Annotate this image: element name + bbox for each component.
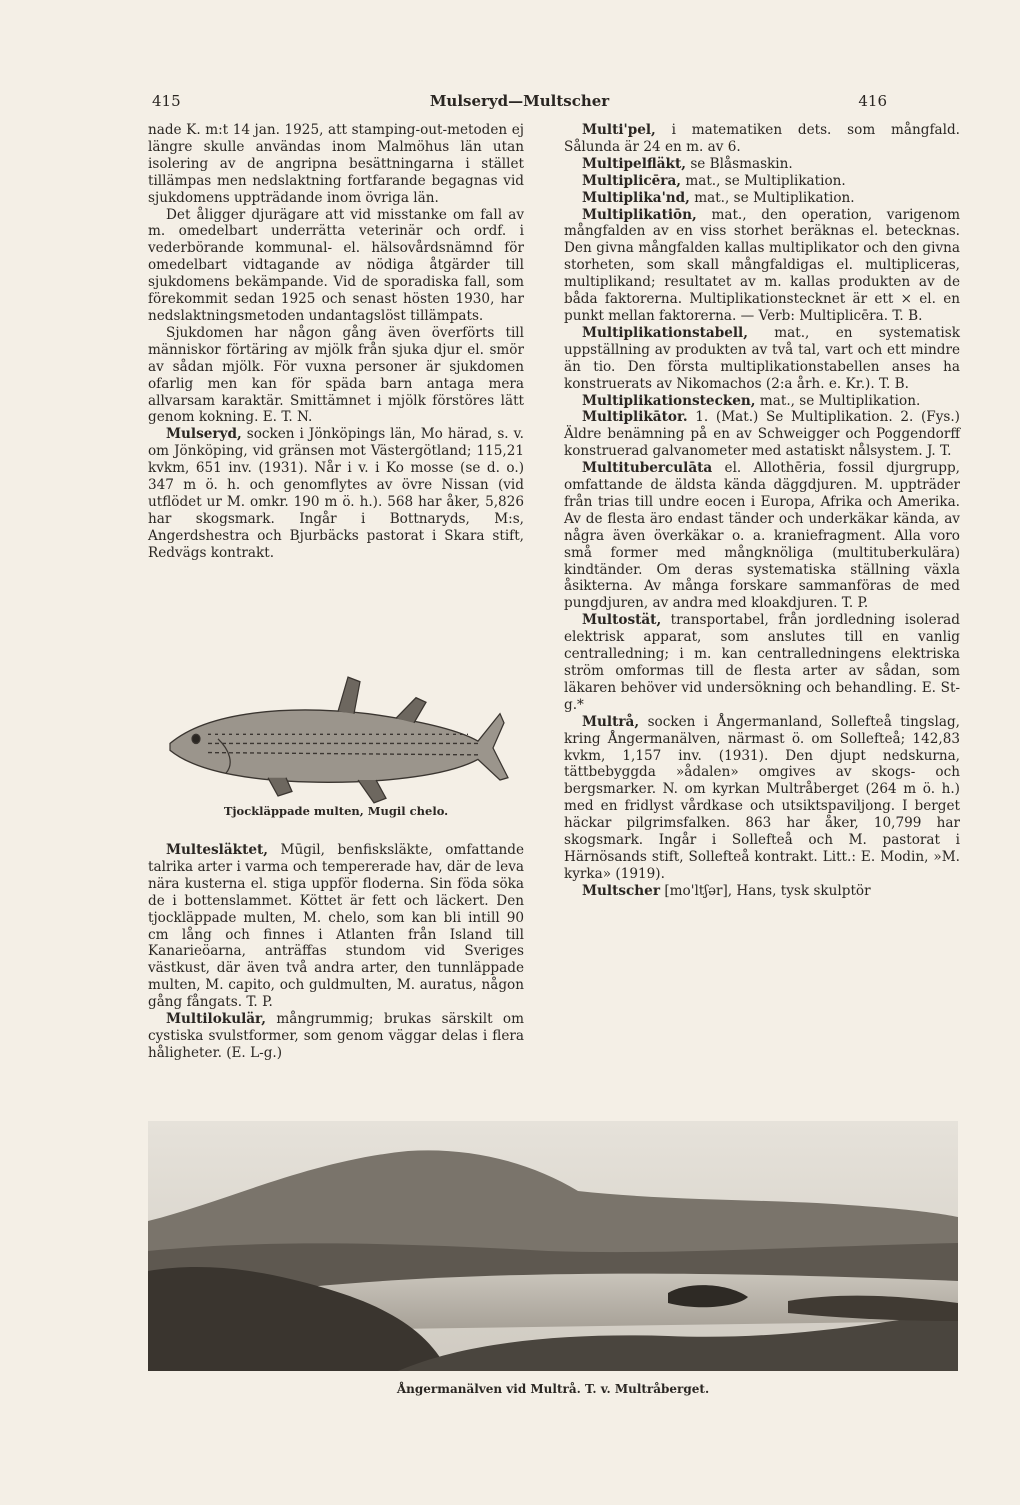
- entry: [564, 122, 960, 156]
- paragraph: nade K. m:t 14 jan. 1925, att stamping-out-metoden ej längre skulle användas inom Malmöhus län utan isolering av de angripna besättningarna i stället tillämpas men nedslaktning fortfarande begagnas vid sjukdomens uppträdande inom övriga län.: [148, 122, 524, 206]
- entry-text: socken i Ångermanland, Sollefteå tingslag, kring Ångermanälven, närmast ö. om Sollefteå; 142,83 kvkm, 1,157 inv. (1931). Den djupt nedskurna, tättbebyggda »ådalen» omgives av skogs- och bergsmarker. N. om kyrkan Multråberget (264 m ö. h.) med en fridlyst vårdkase och utsiktspaviljong. I berget häckar pilgrimsfalken. 863 har åker, 10,799 har skogsmark. Ingår i Sollefteå och M. pastorat i Härnösands stift, Sollefteå kontrakt. Litt.: E. Modin, »M. kyrka» (1919).: [564, 713, 960, 882]
- headword: Multscher: [582, 882, 660, 899]
- headword: Multesläktet,: [166, 842, 269, 858]
- entry: [564, 714, 960, 883]
- left-column-upper: [148, 122, 524, 562]
- headword: Multituberculāta: [582, 460, 713, 477]
- right-column: [564, 122, 960, 900]
- headword: Multiplikātor.: [582, 409, 688, 426]
- entry: [564, 460, 960, 612]
- headword: Multostät,: [582, 612, 662, 629]
- paragraph: Det åligger djurägare att vid misstanke om fall av m. omedelbart underrätta veterinär och ordf. i vederbörande kommunal- el. hälsovårdsnämnd för omedelbart vidtagande av nödiga åtgärder till sjukdomens bekämpande. Vid de sporadiska fall, som förekommit sedan 1925 och senast hösten 1930, har nedslaktningsmetoden undantagslöst tillämpats.: [148, 206, 524, 324]
- headword: Mulseryd,: [166, 426, 242, 443]
- entry: [564, 173, 960, 190]
- entry-text: mat., se Multiplikation.: [694, 189, 855, 206]
- left-column-lower: [148, 842, 524, 1062]
- headword: Multipelfläkt,: [582, 155, 686, 172]
- headword: Multiplikationstabell,: [582, 324, 748, 341]
- entry-text: 1. (Mat.) Se Multiplikation. 2. (Fys.) Äldre benämning på en av Schweigger och Poggendorff konstruerad galvanometer med astatiskt nålsystem. J. T.: [564, 409, 960, 460]
- headword: Multi'pel,: [582, 122, 656, 138]
- entry: [564, 207, 960, 325]
- entry: [564, 190, 960, 207]
- entry-text: mat., se Multiplikation.: [685, 172, 846, 189]
- landscape-caption: Ångermanälven vid Multrå. T. v. Multråberget.: [396, 1382, 710, 1396]
- entry: [564, 325, 960, 393]
- headword: Multiplikatiōn,: [582, 206, 697, 223]
- entry-text: se Blåsmaskin.: [690, 155, 793, 172]
- headword: Multiplicēra,: [582, 172, 681, 189]
- entry-multilokular: [148, 1011, 524, 1062]
- headword: Multilokulär,: [166, 1011, 266, 1028]
- page-number-left: 415: [152, 92, 181, 110]
- running-title: Mulseryd—Multscher: [429, 92, 610, 110]
- page-header: [152, 92, 887, 114]
- entry: [564, 612, 960, 713]
- landscape-photo: [148, 1121, 958, 1371]
- entry-text: mat., en systematisk uppställning av produkten av två tal, vart och ett mindre än tio. Den första multiplikationstabellen anses ha konstruerats av Nikomachos (2:a årh. e. Kr.). T. B.: [564, 324, 960, 392]
- entry-text: socken i Jönköpings län, Mo härad, s. v. om Jönköping, vid gränsen mot Västergötland; 115,21 kvkm, 651 inv. (1931). Når i v. i Ko mosse (se d. o.) 347 m ö. h. och genomflytes av övre Nissan (vid utflödet ur M. omkr. 190 m ö. h.). 568 har åker, 5,826 har skogsmark. Ingår i Bottnaryds, M:s, Angerdshestra och Bjurbäcks pastorat i Skara stift, Redvägs kontrakt.: [148, 426, 525, 561]
- entry-mulseryd: [148, 426, 524, 561]
- headword: Multiplika'nd,: [582, 189, 690, 206]
- entry-text: mat., se Multiplikation.: [759, 392, 921, 409]
- headword: Multiplikationstecken,: [582, 392, 756, 409]
- paragraph: Sjukdomen har någon gång även överförts till människor förtäring av mjölk från sjuka djur el. smör av sådan mjölk. För vuxna personer är sjukdomen ofarlig men kan för späda barn antaga mera allvarsam karaktär. Smittämnet i mjölk förstöres lätt genom kokning. E. T. N.: [148, 324, 524, 426]
- entry: [564, 409, 960, 460]
- entry: [564, 156, 960, 173]
- entry-text: el. Allothēria, fossil djurgrupp, omfattande de äldsta kända däggdjuren. M. uppträder från trias till undre eocen i Europa, Afrika och Amerika. Av de flesta äro endast tänder och underkäkar kända, av några även överkäkar o. a. kraniefragment. Alla voro små former med mångknöliga (multituberkulära) kindtänder. Om deras systematiska ställning växla åsikterna. Av många forskare sammanföras de med pungdjuren, av andra med kloakdjuren. T. P.: [564, 460, 960, 612]
- entry-multeslaktet: [148, 842, 524, 1011]
- entry-text: transportabel, från jordledning isolerad elektrisk apparat, som anslutes till en vanlig centralledning; i m. kan centralledningens elektriska ström omformas till de flesta arter av sådan, som läkaren behöver vid undersökning och behandling. E. St-g.*: [564, 612, 960, 713]
- entry-text: mat., den operation, varigenom mångfalden av en viss storhet beräknas el. betecknas. Den givna mångfalden kallas multiplikator och den givna storheten, som skall mångfaldigas el. multipliceras, multiplikand; resultatet av m. kallas produkten av de båda faktorerna. Multiplikationstecknet är ett × el. en punkt mellan faktorerna. — Verb: Multiplicēra. T. B.: [564, 206, 960, 324]
- entry-text: Mūgil, benfisksläkte, omfattande talrika arter i varma och tempererade hav, där de leva nära kusterna el. stiga uppför floderna. Sin föda söka de i bottenslammet. Köttet är fett och läckert. Den tjockläppade multen, M. chelo, som kan bli intill 90 cm lång och finnes i Atlanten från Island till Kanarieöarna, anträffas stundom vid Sveriges västkust, där även två andra arter, den tunnläppade multen, M. capito, och guldmulten, M. auratus, någon gång fångats. T. P.: [148, 842, 524, 1011]
- entry-text: mångrummig; brukas särskilt om cystiska svulstformer, som genom väggar delas i flera håligheter. (E. L-g.): [148, 1011, 525, 1061]
- entry: [564, 393, 960, 410]
- entry-text: i matematiken dets. som mångfald. Sålunda är 24 en m. av 6.: [564, 122, 960, 155]
- page-number-right: 416: [858, 92, 887, 110]
- entry-text: [mo'ltʃər], Hans, tysk skulptör: [664, 882, 871, 899]
- fish-caption: Tjockläppade multen, Mugil chelo.: [223, 804, 449, 818]
- headword: Multrå,: [582, 713, 640, 730]
- entry: [564, 883, 960, 900]
